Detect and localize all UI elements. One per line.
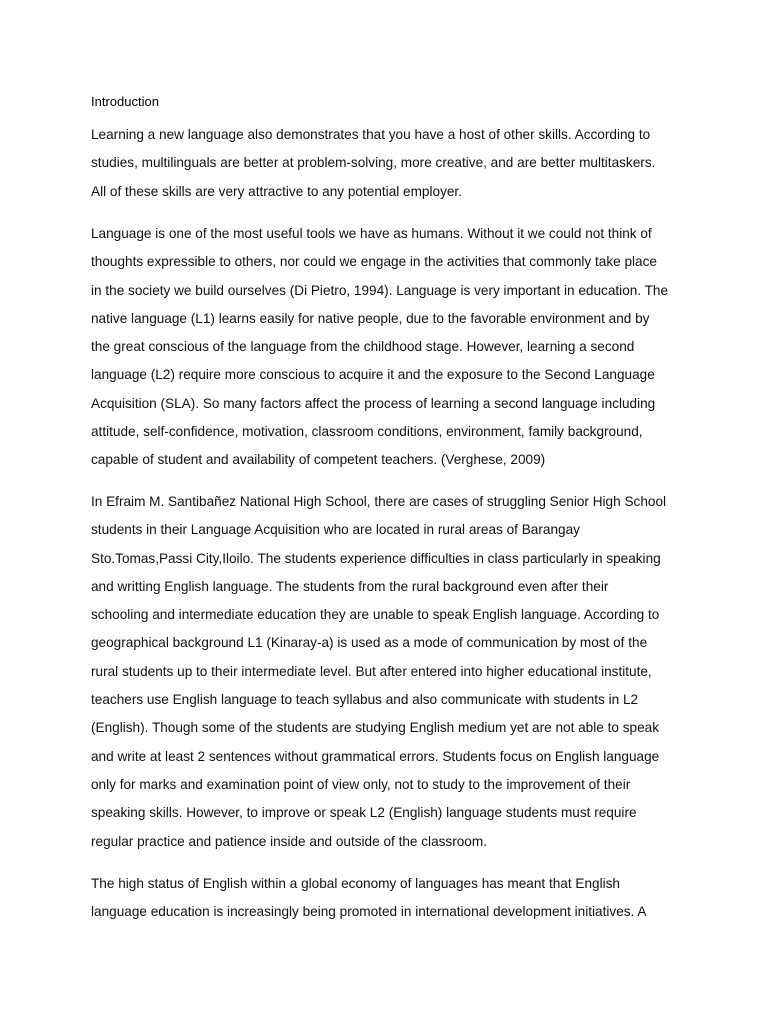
paragraph-4 (91, 870, 691, 927)
text-line: only for marks and examination point of view only, not to study to the improvement of their (91, 776, 631, 792)
text-line: schooling and intermediate education they are unable to speak English language. According to (91, 607, 660, 623)
text-line: attitude, self-confidence, motivation, classroom conditions, environment, family background, (91, 424, 643, 440)
paragraph-3 (91, 488, 691, 856)
text-line: Language is one of the most useful tools we have as humans. Without it we could not think of (91, 226, 652, 241)
text-line: capable of student and availability of competent teachers. (Verghese, 2009) (91, 452, 546, 468)
text-line: teachers use English language to teach syllabus and also communicate with students in L2 (91, 692, 639, 708)
text-line: geographical background L1 (Kinaray-a) is used as a mode of communication by most of the (91, 635, 648, 651)
text-line: The high status of English within a global economy of languages has meant that English (91, 876, 620, 891)
text-line: Learning a new language also demonstrates that you have a host of other skills. According to (91, 127, 651, 142)
text-line: in the society we build ourselves (Di Pietro, 1994). Language is very important in education. The (91, 282, 669, 298)
text-line: and write at least 2 sentences without grammatical errors. Students focus on English language (91, 748, 660, 764)
text-line: and writting English language. The students from the rural background even after their (91, 578, 609, 594)
text-line: regular practice and patience inside and outside of the classroom. (91, 833, 487, 849)
text-line: students in their Language Acquisition who are located in rural areas of Barangay (91, 522, 580, 538)
text-line: In Efraim M. Santibañez National High School, there are cases of struggling Senior High School (91, 494, 667, 509)
text-line: Sto.Tomas,Passi City,Iloilo. The students experience difficulties in class particularly in speaking (91, 550, 661, 566)
paragraph-2 (91, 220, 691, 475)
text-line: (English). Though some of the students are studying English medium yet are not able to speak (91, 720, 659, 736)
paragraph-1 (91, 121, 691, 206)
text-line: Acquisition (SLA). So many factors affect the process of learning a second language including (91, 395, 656, 411)
text-line: All of these skills are very attractive to any potential employer. (91, 183, 462, 199)
text-line: rural students up to their intermediate level. But after entered into higher educational institute, (91, 663, 652, 679)
text-line: thoughts expressible to others, nor could we engage in the activities that commonly take place (91, 254, 657, 270)
text-line: native language (L1) learns easily for native people, due to the favorable environment and by (91, 310, 650, 326)
text-line: studies, multilinguals are better at problem-solving, more creative, and are better multitaskers. (91, 155, 656, 171)
text-line: language education is increasingly being promoted in international development initiatives. A (91, 904, 647, 920)
text-line: the great conscious of the language from the childhood stage. However, learning a second (91, 339, 635, 355)
text-line: language (L2) require more conscious to acquire it and the exposure to the Second Language (91, 367, 655, 383)
section-heading: Introduction (91, 94, 159, 109)
text-line: speaking skills. However, to improve or speak L2 (English) language students must require (91, 805, 637, 821)
